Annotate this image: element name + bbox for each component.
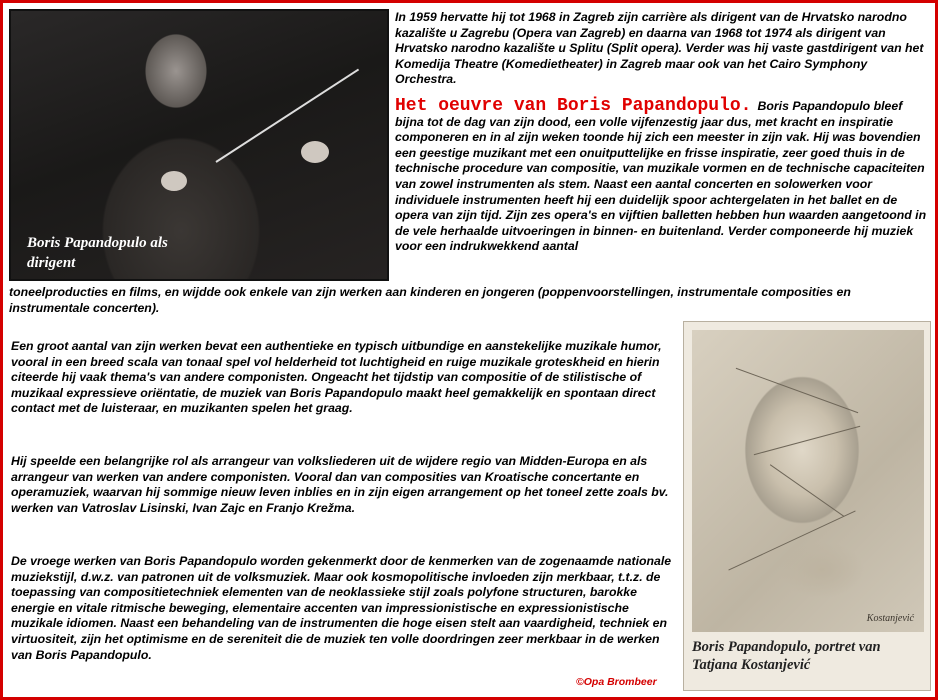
sketch-stroke xyxy=(736,368,859,413)
portrait-signature: Kostanjević xyxy=(866,613,914,624)
photo-baton xyxy=(215,69,359,163)
photo-caption-conductor: Boris Papandopulo als dirigent xyxy=(27,235,168,271)
paragraph-humor: Een groot aantal van zijn werken bevat een authentieke en typisch uitbundige en aanstekelijke muzikale humor, vooral in een breed scala van tonaal spel vol helderheid tot luchtigheid en ruige muzikale groteskheid en hierin citeerde hij vaak thema's van andere componisten. Ongeacht het tijdstip van compositie of de stilistische of muzikaal expressieve oriëntatie, de muziek van Boris Papandopulo maakt heel gemakkelijk en spontaan direct contact met de luisteraar, en muzikanten spelen het graag. xyxy=(11,339,662,416)
portrait-drawing xyxy=(683,321,931,691)
sketch-stroke xyxy=(728,510,855,570)
copyright-note: ©Opa Brombeer xyxy=(576,676,657,688)
paragraph-oeuvre xyxy=(395,96,929,255)
photo-hand xyxy=(161,171,187,191)
sketch-stroke xyxy=(770,464,844,516)
paragraph-career: In 1959 hervatte hij tot 1968 in Zagreb zijn carrière als dirigent van de Hrvatsko narodno kazalište u Zagrebu (Opera van Zagreb) en daarna van 1968 tot 1974 als dirigent van Hrvatsko narodno kazalište u Splitu (Split opera). Verder was hij vaste gastdirigent van het Komedija Theatre (Komedietheater) in Zagreb maar ook van het Cairo Symphony Orchestra. xyxy=(395,10,924,87)
section-heading: Het oeuvre van Boris Papandopulo. xyxy=(395,96,752,116)
paragraph-oeuvre-continued: toneelproducties en films, en wijdde ook enkele van zijn werken aan kinderen en jongeren (poppenvoorstellingen, instrumentale composities en instrumentale concerten). xyxy=(9,285,851,315)
photo-caption-portrait: Boris Papandopulo, portret van Tatjana Kostanjević xyxy=(692,639,881,673)
paragraph-early-works: De vroege werken van Boris Papandopulo worden gekenmerkt door de kenmerken van de zogenaamde nationale muziekstijl, d.w.z. van patronen uit de volksmuziek. Maar ook kosmopolitische invloeden zijn merkbaar, t.t.z. de toepassing van compositietechniek elementen van de neoklassieke stijl zoals polyfone structuren, barokke energie en vitale ritmische beweging, elementaire accenten van impressionistische en expressionistische muzikale idiomen. Naast een behandeling van de instrumenten die hoge eisen stelt aan vaardigheid, techniek en virtuositeit, zijn het optimisme en de sereniteit die de muziek ten volle doordringen zeer merkbaar in de werken van Boris Papandopulo. xyxy=(11,554,672,662)
conductor-photo xyxy=(9,9,389,281)
photo-hand xyxy=(301,141,329,163)
paragraph-oeuvre-text: Boris Papandopulo bleef bijna tot de dag van zijn dood, een volle vijfenzestig jaar dus, met kracht en inspiratie componeren en in al zijn weken toonde hij zich een meester in zijn vak. Hij was bovendien een geestige muzikant met een onuitputtelijke en frisse inspiratie, zeer goed thuis in de technische procedure van compositie, van muzikale vormen en de technische capaciteiten van zowel instrumenten als stem. Naast een aantal concerten en solowerken voor individuele instrumenten heeft hij een duidelijk spoor achtergelaten in het ballet en de opera van zijn tijd. Zijn zes opera's en vijftien balletten hebben hun waarden aangetoond in de vele herhaalde uitvoeringen in binnen- en buitenland. Verder componeerde hij muziek voor een indrukwekkend aantal xyxy=(395,99,927,254)
portrait-sketch xyxy=(692,330,924,632)
paragraph-arranger: Hij speelde een belangrijke rol als arrangeur van volksliederen uit de wijdere regio van Midden-Europa en als arrangeur van werken van andere componisten. Vooral dan van composities van Kroatische concertante en operamuziek, waarvan hij sommige nieuw leven inblies en in zijn eigen arrangement op het toneel zette zoals bv. werken van Vatroslav Lisinski, Ivan Zajc en Franjo Krežma. xyxy=(11,454,669,515)
sketch-stroke xyxy=(754,426,861,455)
